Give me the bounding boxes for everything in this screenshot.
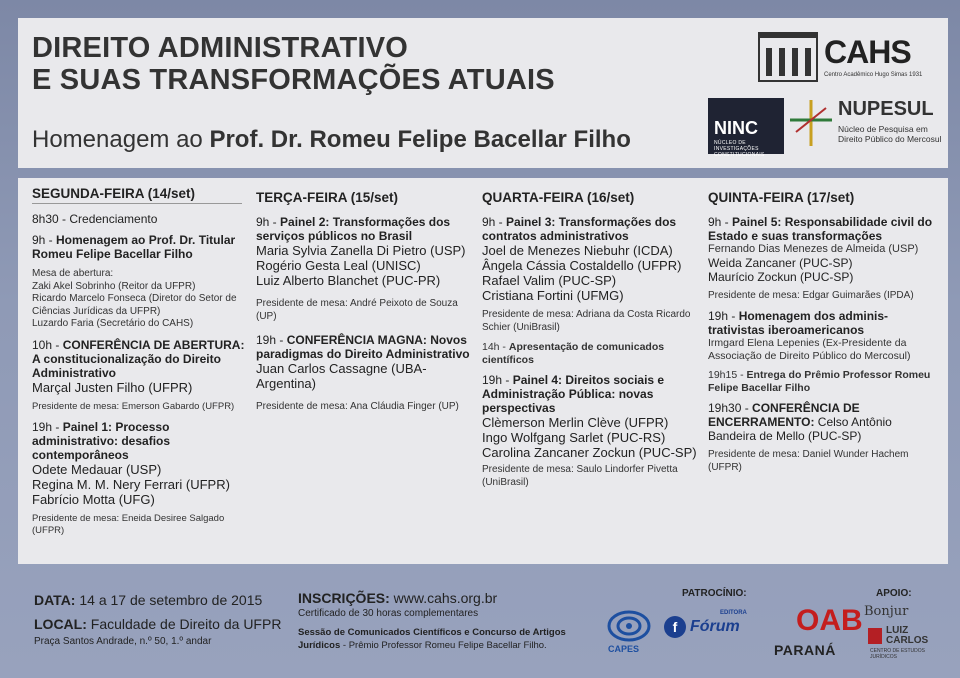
speaker: Ângela Cássia Costaldello (UFPR) xyxy=(482,258,682,273)
presidente-de-mesa: Presidente de mesa: Saulo Lindorfer Pivetta (UniBrasil) xyxy=(482,464,678,488)
event-title: Entrega do Prêmio Professor Romeu Felipe Bacellar Filho xyxy=(708,369,931,394)
title-line-1: DIREITO ADMINISTRATIVO xyxy=(32,32,409,64)
cahs-name: CAHS xyxy=(824,34,911,70)
speaker: Joel de Menezes Niebuhr (ICDA) xyxy=(482,243,673,258)
speaker: Luiz Alberto Blanchet (PUC-PR) xyxy=(256,273,441,288)
location-label: LOCAL: xyxy=(34,616,87,632)
nupesul-sub-1: Núcleo de Pesquisa em xyxy=(838,124,928,134)
event-painel-3 xyxy=(482,215,704,334)
oab-parana: PARANÁ xyxy=(774,642,836,658)
event-time: 10h - xyxy=(32,337,63,352)
event-time: 19h15 - xyxy=(708,369,747,381)
event-conferencia-encerramento xyxy=(708,401,942,474)
event-conferencia-magna xyxy=(256,333,476,414)
nupesul-sub-2: Direito Público do Mercosul xyxy=(838,134,942,144)
event-date xyxy=(34,592,262,608)
certificate-note: Certificado de 30 horas complementares xyxy=(298,608,479,619)
nupesul-subtitle xyxy=(838,124,941,144)
subtitle-honoree: Prof. Dr. Romeu Felipe Bacellar Filho xyxy=(209,126,631,153)
event-title: Homenagem dos adminis-trativistas iberoamericanos xyxy=(708,309,889,337)
forum-name: Fórum xyxy=(690,618,740,635)
event-homenagem xyxy=(32,233,254,261)
event-time: 14h - xyxy=(482,341,509,353)
speaker: Carolina Zancaner Zockun (PUC-SP) xyxy=(482,445,697,460)
ninc-logo xyxy=(708,98,784,158)
event-title xyxy=(32,32,555,96)
mesa-member: Zaki Akel Sobrinho (Reitor da UFPR) xyxy=(32,280,196,292)
presidente-de-mesa: Presidente de mesa: Adriana da Costa Ricardo Schier (UniBrasil) xyxy=(482,309,691,333)
event-homenagem-iberoamericanos xyxy=(708,309,942,362)
event-painel-1 xyxy=(32,420,254,537)
location-value: Faculdade de Direito da UFPR xyxy=(86,616,282,632)
mesa-abertura xyxy=(32,268,254,331)
event-title: CONFERÊNCIA DE ABERTURA: A constitucionalização do Direito Administrativo xyxy=(32,337,245,380)
session-title: Sessão de Comunicados Científicos e Concurso de Artigos Jurídicos xyxy=(298,627,566,651)
luiz-carlos-logo xyxy=(868,624,938,660)
luiz-carlos-name: LUIZ CARLOS xyxy=(886,625,929,646)
event-title: Apresentação de comunicados científicos xyxy=(482,341,665,366)
program-panel xyxy=(18,178,948,564)
cahs-logo xyxy=(758,32,938,92)
support-label: APOIO: xyxy=(876,588,912,599)
speaker: Regina M. M. Nery Ferrari (UFPR) xyxy=(32,476,230,492)
presidente-de-mesa: Presidente de mesa: Daniel Wunder Hachem (UFPR) xyxy=(708,449,909,473)
event-title: Homenagem ao Prof. Dr. Titular Romeu Felipe Bacellar Filho xyxy=(32,233,236,261)
presidente-de-mesa: Presidente de mesa: Ana Cláudia Finger (UP) xyxy=(256,401,459,412)
capes-icon xyxy=(604,608,654,644)
subtitle-prefix: Homenagem ao xyxy=(32,126,210,153)
event-location xyxy=(34,616,281,632)
event-time: 19h - xyxy=(32,419,63,434)
date-label: DATA: xyxy=(34,592,76,608)
ninc-subtitle: NÚCLEO DE INVESTIGAÇÕES CONSTITUCIONAIS xyxy=(714,140,765,158)
event-title: Painel 5: Responsabilidade civil do Estado e suas transformações xyxy=(708,215,933,243)
footer xyxy=(0,574,960,678)
day-title: QUINTA-FEIRA (17/set) xyxy=(708,190,855,205)
event-title: CONFERÊNCIA DE ENCERRAMENTO: xyxy=(708,401,860,429)
event-time: 19h - xyxy=(482,373,513,387)
event-painel-2 xyxy=(256,215,476,323)
luiz-carlos-icon xyxy=(868,628,882,644)
capes-label: CAPES xyxy=(608,644,640,654)
event-time: 9h - xyxy=(708,215,733,229)
registration-url[interactable]: www.cahs.org.br xyxy=(389,590,498,606)
speaker: Odete Medauar (USP) xyxy=(32,461,162,477)
event-conferencia-abertura xyxy=(32,338,254,413)
nupesul-name: NUPESUL xyxy=(838,98,934,120)
event-credenciamento: 8h30 - Credenciamento xyxy=(32,212,158,226)
forum-editora: EDITORA xyxy=(720,610,747,616)
event-time: 9h - xyxy=(256,215,281,229)
session-prize: - Prêmio Professor Romeu Felipe Bacellar Filho. xyxy=(340,640,547,651)
event-time: 9h - xyxy=(482,215,507,229)
mesa-member: Luzardo Faria (Secretário do CAHS) xyxy=(32,318,194,329)
title-line-2: E SUAS TRANSFORMAÇÕES ATUAIS xyxy=(32,64,555,96)
header-panel xyxy=(18,18,948,168)
day-column-tuesday xyxy=(256,190,476,421)
speaker: Weida Zancaner (PUC-SP) xyxy=(708,255,853,270)
oab-logo xyxy=(768,604,863,658)
event-painel-4 xyxy=(482,373,704,489)
day-column-thursday xyxy=(708,190,942,481)
presidente-de-mesa: Presidente de mesa: Eneida Desiree Salgado (UFPR) xyxy=(32,512,225,536)
day-title: SEGUNDA-FEIRA (14/set) xyxy=(32,186,242,204)
registration xyxy=(298,590,497,606)
event-comunicados xyxy=(482,341,704,366)
forum-f-icon: f xyxy=(664,616,686,638)
luiz-carlos-sub: CENTRO DE ESTUDOS JURÍDICOS xyxy=(870,648,926,660)
event-painel-5 xyxy=(708,215,942,302)
speaker: Irmgard Elena Lepenies (Ex-Presidente da Associação de Direito Público do Mercosul) xyxy=(708,337,911,362)
event-time: 19h30 - xyxy=(708,401,753,415)
forum-logo xyxy=(664,610,764,642)
speaker: Clèmerson Merlin Clève (UFPR) xyxy=(482,415,669,430)
day-column-wednesday xyxy=(482,190,704,496)
event-title: Painel 4: Direitos sociais e Administração Pública: novas perspectivas xyxy=(482,373,665,415)
capes-logo xyxy=(604,608,654,652)
speaker: Maria Sylvia Zanella Di Pietro (USP) xyxy=(256,243,466,258)
speaker: Rogério Gesta Leal (UNISC) xyxy=(256,258,421,273)
event-time: 9h - xyxy=(32,233,57,247)
nupesul-cross-icon xyxy=(788,98,834,148)
speaker: Fernando Dias Menezes de Almeida (USP) xyxy=(708,243,919,255)
speaker: Juan Carlos Cassagne (UBA-Argentina) xyxy=(256,361,427,391)
presidente-de-mesa: Presidente de mesa: Emerson Gabardo (UFPR) xyxy=(32,400,235,412)
event-subtitle xyxy=(32,126,631,154)
sponsorship-label: PATROCÍNIO: xyxy=(682,588,747,599)
speaker: Celso Antônio Bandeira de Mello (PUC-SP) xyxy=(708,415,892,443)
ninc-name: NINC xyxy=(714,118,758,138)
day-title: TERÇA-FEIRA (15/set) xyxy=(256,190,399,205)
bonjur-logo: Bonjur xyxy=(864,604,909,619)
speaker: Fabrício Motta (UFG) xyxy=(32,491,155,507)
event-entrega-premio xyxy=(708,369,942,394)
building-icon xyxy=(758,32,818,82)
session-note xyxy=(298,626,588,652)
speaker: Marçal Justen Filho (UFPR) xyxy=(32,379,193,395)
event-title: Painel 2: Transformações dos serviços públicos no Brasil xyxy=(256,215,451,243)
registration-label: INSCRIÇÕES: xyxy=(298,590,390,606)
event-title: Painel 1: Processo administrativo: desafios contemporâneos xyxy=(32,419,171,462)
event-address: Praça Santos Andrade, n.º 50, 1.º andar xyxy=(34,636,212,647)
event-title: Painel 3: Transformações dos contratos administrativos xyxy=(482,215,677,243)
date-value: 14 a 17 de setembro de 2015 xyxy=(75,592,263,608)
speaker: Rafael Valim (PUC-SP) xyxy=(482,273,617,288)
day-column-monday xyxy=(32,186,254,544)
day-title: QUARTA-FEIRA (16/set) xyxy=(482,190,635,205)
oab-letters: OAB xyxy=(796,604,863,637)
event-title: CONFERÊNCIA MAGNA: Novos paradigmas do Direito Administrativo xyxy=(256,333,470,361)
mesa-member: Ricardo Marcelo Fonseca (Diretor do Setor de Ciências Jurídicas da UFPR) xyxy=(32,293,237,317)
speaker: Ingo Wolfgang Sarlet (PUC-RS) xyxy=(482,430,666,445)
mesa-label: Mesa de abertura: xyxy=(32,268,114,279)
presidente-de-mesa: Presidente de mesa: André Peixoto de Souza (UP) xyxy=(256,298,458,322)
event-time: 19h - xyxy=(708,309,739,323)
nupesul-logo xyxy=(788,98,948,158)
cahs-subtitle: Centro Acadêmico Hugo Simas 1931 xyxy=(824,72,923,78)
presidente-de-mesa: Presidente de mesa: Edgar Guimarães (IPDA) xyxy=(708,289,914,301)
speaker: Maurício Zockun (PUC-SP) xyxy=(708,269,854,284)
speaker: Cristiana Fortini (UFMG) xyxy=(482,288,624,303)
event-time: 19h - xyxy=(256,333,287,347)
